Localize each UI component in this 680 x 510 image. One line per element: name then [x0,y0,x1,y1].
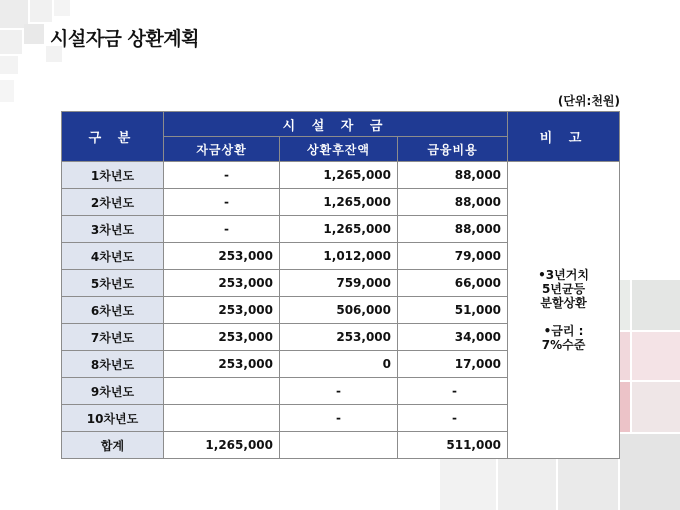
cost-cell: 17,000 [398,351,508,378]
unit-label: (단위:천원) [557,94,620,108]
remark-line: •금리 : [543,324,584,338]
total-balance-cell [280,432,398,459]
total-repayment-cell: 1,265,000 [164,432,280,459]
repayment-cell: - [164,162,280,189]
year-cell: 4차년도 [62,243,164,270]
repayment-cell: 253,000 [164,324,280,351]
header-balance-after: 상환후잔액 [280,137,398,162]
total-label-cell: 합계 [62,432,164,459]
repayment-cell: - [164,189,280,216]
balance-cell: 1,265,000 [280,162,398,189]
balance-cell: 1,012,000 [280,243,398,270]
header-remarks: 비 고 [508,112,620,162]
cost-cell: 66,000 [398,270,508,297]
remark-line: 분할상환 [540,296,587,310]
remark-line: •3년거치 [538,268,589,282]
header-category: 구 분 [62,112,164,162]
total-cost-cell: 511,000 [398,432,508,459]
header-facility-fund: 시 설 자 금 [164,112,508,137]
table-row [62,162,620,189]
repayment-cell: - [164,216,280,243]
cost-cell: 88,000 [398,189,508,216]
year-cell: 7차년도 [62,324,164,351]
repayment-plan-table [61,111,620,459]
header-repayment: 자금상환 [164,137,280,162]
balance-cell: 253,000 [280,324,398,351]
balance-cell: 506,000 [280,297,398,324]
repayment-cell: 253,000 [164,270,280,297]
year-cell: 2차년도 [62,189,164,216]
repayment-cell [164,405,280,432]
cost-cell: - [398,378,508,405]
repayment-cell [164,378,280,405]
corner-decoration [0,0,110,110]
balance-cell: 1,265,000 [280,216,398,243]
cost-cell: 51,000 [398,297,508,324]
cost-cell: - [398,405,508,432]
year-cell: 8차년도 [62,351,164,378]
balance-cell: 1,265,000 [280,189,398,216]
header-finance-cost: 금융비용 [398,137,508,162]
balance-cell: 0 [280,351,398,378]
repayment-cell: 253,000 [164,351,280,378]
balance-cell: - [280,378,398,405]
remark-line: 5년균등 [541,282,586,296]
page-title: 시설자금 상환계획 [50,28,199,50]
cost-cell: 34,000 [398,324,508,351]
year-cell: 9차년도 [62,378,164,405]
balance-cell: 759,000 [280,270,398,297]
repayment-cell: 253,000 [164,243,280,270]
year-cell: 5차년도 [62,270,164,297]
remark-line: 7%수준 [541,338,586,352]
year-cell: 6차년도 [62,297,164,324]
remarks-cell [508,162,620,459]
cost-cell: 88,000 [398,216,508,243]
year-cell: 10차년도 [62,405,164,432]
cost-cell: 88,000 [398,162,508,189]
cost-cell: 79,000 [398,243,508,270]
repayment-cell: 253,000 [164,297,280,324]
year-cell: 3차년도 [62,216,164,243]
year-cell: 1차년도 [62,162,164,189]
balance-cell: - [280,405,398,432]
